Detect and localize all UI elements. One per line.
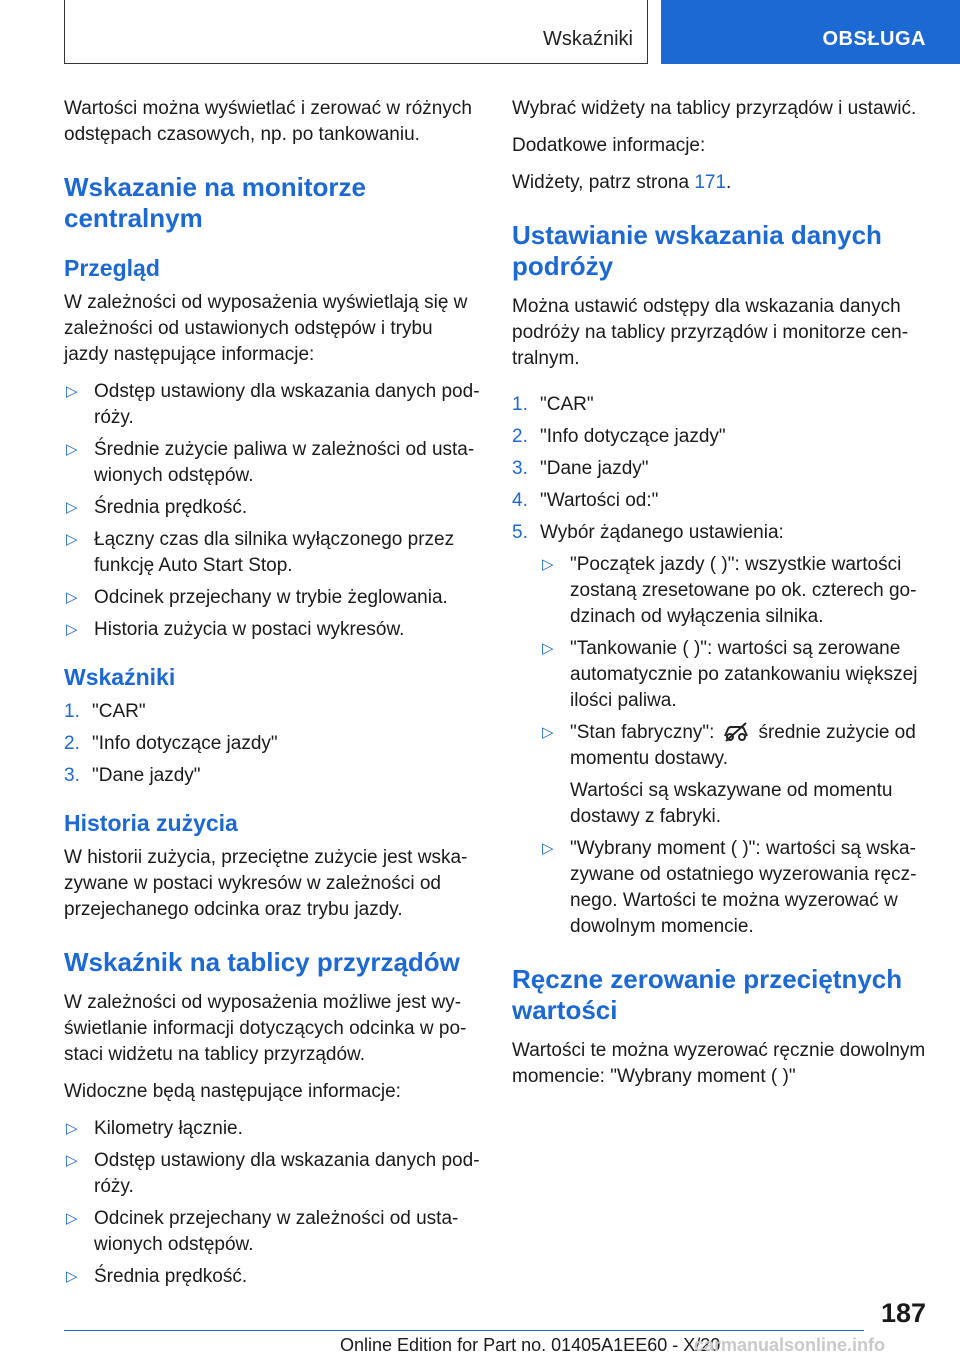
triangle-right-icon: ▷ <box>66 531 78 548</box>
additional-info-label: Dodatkowe informacje: <box>512 135 706 156</box>
heading-manual-reset: Ręczne zerowanie przeciętnych wartości <box>512 964 903 1025</box>
list-item: ▷ Średnia prędkość. <box>64 495 480 521</box>
triangle-right-icon: ▷ <box>66 1152 78 1169</box>
footer-divider <box>64 1330 864 1331</box>
header-section-label: Wskaźniki <box>542 28 633 50</box>
page-number: 187 <box>880 1298 926 1328</box>
list-item: 1. "CAR" <box>512 392 932 418</box>
list-item: 3. "Dane jazdy" <box>512 456 932 482</box>
triangle-right-icon: ▷ <box>66 499 78 516</box>
intro-text: Wartości można wyświetlać i zerować w różnych odstępach czasowych, np. po tankowaniu. <box>64 98 472 145</box>
heading-central-display: Wskazanie na monitorze centralnym <box>64 172 366 233</box>
footer-edition: Online Edition for Part no. 01405A1EE60 - X/20 <box>340 1335 721 1355</box>
history-text: W historii zużycia, przeciętne zużycie jest wskazywane w postaci wykresów w zależności od przejechanego odcinka oraz trybu jazdy. <box>64 847 468 920</box>
list-item: 2. "Info dotyczące jazdy" <box>512 424 932 450</box>
list-item: 4. "Wartości od:" <box>512 488 932 514</box>
cluster-text: W zależności od wyposażenia możliwe jest wyświetlanie informacji dotyczących odcinka w postaci widżetu na tablicy przyrządów. <box>64 992 467 1065</box>
list-item: ▷ "Początek jazdy ( )": wszystkie wartości zostaną zresetowane po ok. czterech godzinach od wyłączenia silnika. <box>542 554 917 627</box>
list-item: ▷ "Wybrany moment ( )": wartości są wskazywane od ostatniego wyzerowania ręcznego. Wartości te można wyzerować w dowolnym momencie. <box>542 838 917 937</box>
options-list <box>540 552 932 940</box>
list-item: ▷ Odstęp ustawiony dla wskazania danych podróży. <box>66 1150 480 1197</box>
list-item: ▷ "Tankowanie ( )": wartości są zerowane automatycznie po zatankowaniu większej ilości paliwa. <box>542 638 918 711</box>
list-number: 4. <box>512 490 528 511</box>
factory-note: Wartości są wskazywane od momentu dostawy z fabryki. <box>570 780 893 827</box>
list-item: ▷ Kilometry łącznie. <box>64 1116 480 1142</box>
watermark: carmanualsonline.info <box>694 1335 886 1355</box>
header-chapter-tab <box>661 0 960 64</box>
triangle-right-icon: ▷ <box>66 621 78 638</box>
list-number: 5. <box>512 522 528 543</box>
list-number: 2. <box>64 733 80 754</box>
list-item: ▷ Średnia prędkość. <box>64 1264 480 1290</box>
heading-overview: Przegląd <box>64 255 160 281</box>
triangle-right-icon: ▷ <box>66 383 78 400</box>
triangle-right-icon: ▷ <box>66 1120 78 1137</box>
heading-instrument-cluster: Wskaźnik na tablicy przyrządów <box>64 947 460 977</box>
settings-steps <box>512 392 932 940</box>
list-item: 2. "Info dotyczące jazdy" <box>64 731 480 757</box>
list-item: ▷ "Stan fabryczny": średnie zużycie od momentu dostawy. Wartości są wskazywane od momentu dostawy z fabryki. <box>540 720 932 830</box>
triangle-right-icon: ▷ <box>542 840 554 857</box>
list-item: ▷ Historia zużycia w postaci wykresów. <box>64 617 480 643</box>
indicators-list <box>64 699 480 789</box>
list-item: ▷ Odcinek przejechany w trybie żeglowania. <box>64 585 480 611</box>
list-number: 3. <box>512 458 528 479</box>
triangle-right-icon: ▷ <box>542 556 554 573</box>
settings-text: Można ustawić odstępy dla wskazania danych podróży na tablicy przyrządów i monitorze centralnym. <box>512 296 909 369</box>
triangle-right-icon: ▷ <box>542 724 554 741</box>
list-item: 1. "CAR" <box>64 699 480 725</box>
page-reference-link[interactable]: 171 <box>694 172 727 193</box>
header-chapter-label: OBSŁUGA <box>822 28 926 50</box>
widgets-text: Wybrać widżety na tablicy przyrządów i ustawić. <box>512 98 917 119</box>
widgets-reference: Widżety, patrz strona 171. <box>512 172 732 193</box>
header-section-tab <box>64 0 648 64</box>
triangle-right-icon: ▷ <box>66 1210 78 1227</box>
overview-list <box>64 379 480 643</box>
triangle-right-icon: ▷ <box>66 589 78 606</box>
list-item: 5. Wybór żądanego ustawienia: ▷ "Początek jazdy ( )": wszystkie wartości zostaną zresetowane po ok. czterech godzinach od wyłączenia silnika. ▷ "Tankowanie ( )": wartości są zerowane automatycznie po zatankowaniu większej ilości paliwa. ▷ "Stan fabryczny": średnie zużycie od momentu dostawy. Wartości są wskazywane od momentu dostawy z fabryki. ▷ "Wybrany moment ( )": wartości są wskazywane od ostatniego wyzerowania ręcznego. Wartości te można wyzerować w dowolnym momencie. <box>512 520 932 940</box>
list-item: ▷ Odcinek przejechany w zależności od ustawionych odstępów. <box>66 1208 459 1255</box>
overview-text: W zależności od wyposażenia wyświetlają się w zależności od ustawionych odstępów i trybu jazdy następujące informacje: <box>64 292 468 365</box>
list-item: ▷ Łączny czas dla silnika wyłączonego przez funkcję Auto Start Stop. <box>66 529 455 576</box>
list-number: 1. <box>64 701 80 722</box>
right-column <box>512 96 932 1101</box>
heading-consumption-history: Historia zużycia <box>64 810 238 836</box>
visible-info-label: Widoczne będą następujące informacje: <box>64 1081 401 1102</box>
heading-trip-settings: Ustawianie wskazania danych podróży <box>512 220 882 281</box>
triangle-right-icon: ▷ <box>542 640 554 657</box>
triangle-right-icon: ▷ <box>66 1268 78 1285</box>
list-number: 3. <box>64 765 80 786</box>
list-item: ▷ Odstęp ustawiony dla wskazania danych podróży. <box>66 381 480 428</box>
list-number: 2. <box>512 426 528 447</box>
cluster-list <box>64 1116 480 1290</box>
list-item: 3. "Dane jazdy" <box>64 763 480 789</box>
reset-text: Wartości te można wyzerować ręcznie dowolnym momencie: "Wybrany moment ( )" <box>512 1040 926 1087</box>
list-item: ▷ Średnie zużycie paliwa w zależności od ustawionych odstępów. <box>66 439 475 486</box>
car-eco-icon <box>722 721 750 743</box>
list-number: 1. <box>512 394 528 415</box>
heading-indicators: Wskaźniki <box>64 664 176 690</box>
triangle-right-icon: ▷ <box>66 441 78 458</box>
left-column <box>64 96 480 1300</box>
